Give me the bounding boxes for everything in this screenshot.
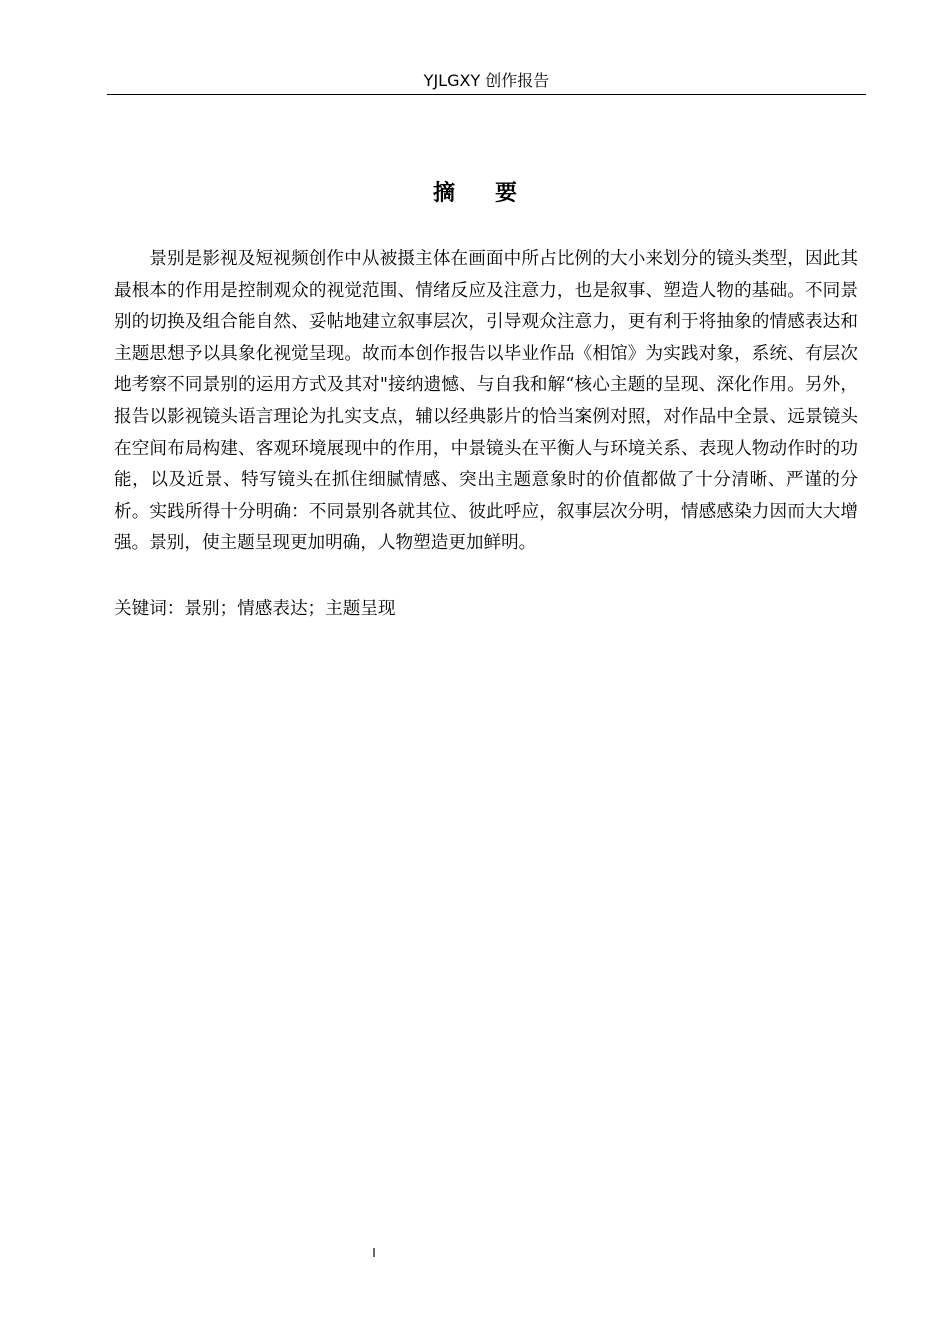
abstract-title: 摘要 bbox=[432, 181, 557, 206]
keywords-value: 景别；情感表达；主题呈现 bbox=[184, 599, 396, 619]
keywords-line bbox=[114, 594, 858, 626]
keywords-label: 关键词： bbox=[114, 599, 185, 619]
page-header bbox=[107, 68, 866, 95]
abstract-body: 景别是影视及短视频创作中从被摄主体在画面中所占比例的大小来划分的镜头类型，因此其最根本的作用是控制观众的视觉范围、情绪反应及注意力，也是叙事、塑造人物的基础。不同景别的切换及组合能自然、妥帖地建立叙事层次，引导观众注意力，更有利于将抽象的情感表达和主题思想予以具象化视觉呈现。故而本创作报告以毕业作品《相馆》为实践对象，系统、有层次地考察不同景别的运用方式及其对"接纳遗憾、与自我和解“核心主题的呈现、深化作用。另外，报告以影视镜头语言理论为扎实支点，辅以经典影片的恰当案例对照，对作品中全景、远景镜头在空间布局构建、客观环境展现中的作用，中景镜头在平衡人与环境关系、表现人物动作时的功能，以及近景、特写镜头在抓住细腻情感、突出主题意象时的价值都做了十分清晰、严谨的分析。实践所得十分明确：不同景别各就其位、彼此呼应，叙事层次分明，情感感染力因而大大增强。景别，使主题呈现更加明确，人物塑造更加鲜明。 bbox=[114, 249, 858, 554]
header-text: YJLGXY 创作报告 bbox=[423, 71, 550, 90]
page-number: I bbox=[372, 1246, 376, 1260]
